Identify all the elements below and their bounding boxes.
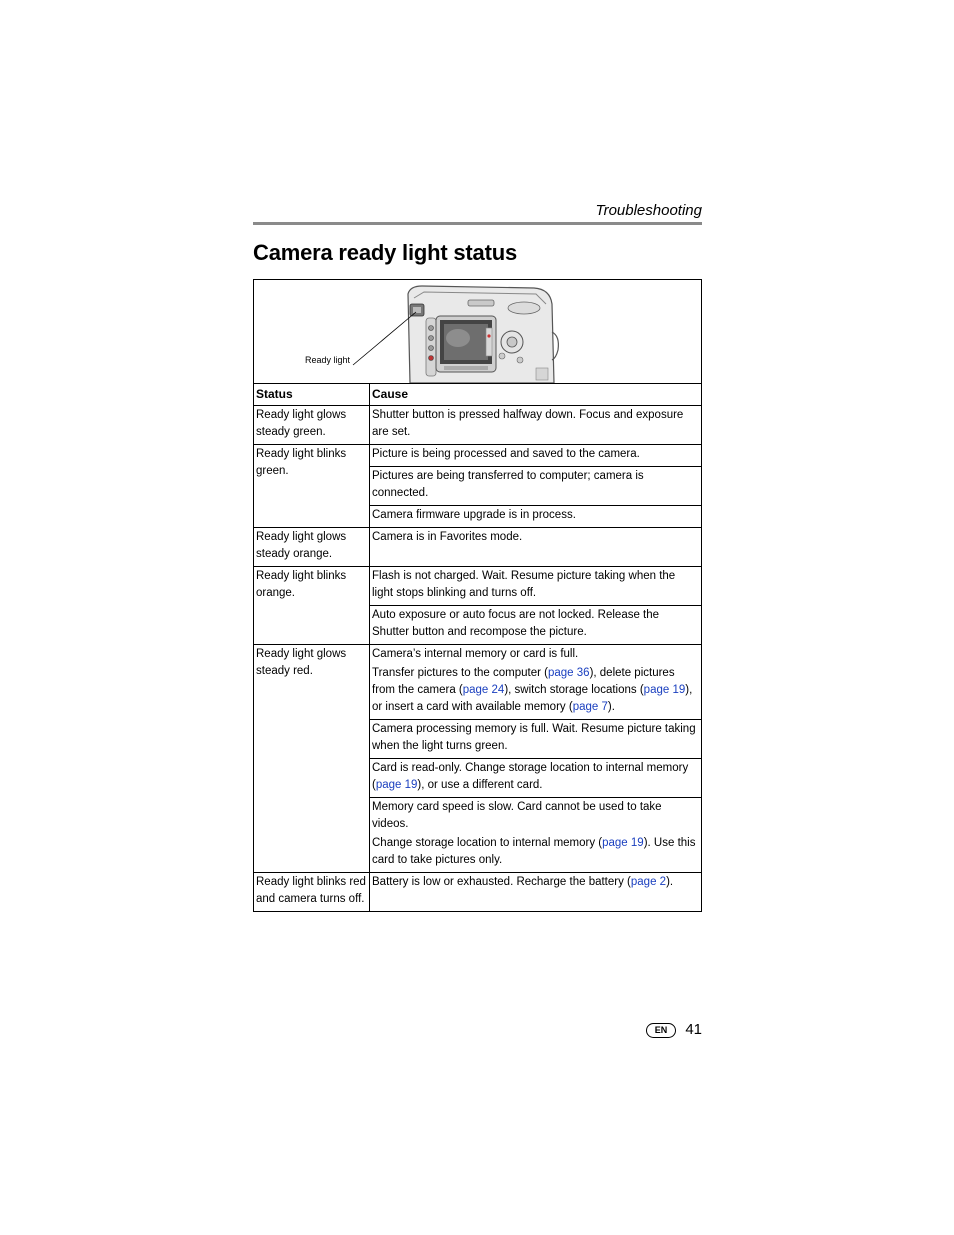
cause-text: Card is read-only. Change storage location to internal memory ( [372, 762, 689, 791]
cause-text: Memory card speed is slow. Card cannot be used to take videos. [372, 801, 662, 830]
page-title: Camera ready light status [253, 240, 517, 265]
table-row [254, 445, 702, 467]
cause-cell: Auto exposure or auto focus are not locked. Release the Shutter button and recompose the picture. [370, 606, 702, 645]
page-link[interactable]: page 24 [462, 684, 505, 696]
cause-text: ), or use a different card. [417, 779, 543, 791]
column-header-status: Status [254, 384, 370, 406]
column-header-cause: Cause [370, 384, 702, 406]
cause-cell: Pictures are being transferred to computer; camera is connected. [370, 467, 702, 506]
status-cell: Ready light glows steady green. [254, 406, 370, 445]
table-row [254, 873, 702, 912]
cause-cell: Shutter button is pressed halfway down. Focus and exposure are set. [370, 406, 702, 445]
table-row [254, 645, 702, 720]
cause-cell: Picture is being processed and saved to the camera. [370, 445, 702, 467]
cause-text: Transfer pictures to the computer ( [372, 667, 548, 679]
cause-cell [370, 798, 702, 873]
ready-light-callout: Ready light [305, 355, 351, 365]
header-rule [253, 222, 702, 225]
cause-cell: Camera is in Favorites mode. [370, 528, 702, 567]
cause-text: ). [666, 876, 674, 888]
status-cell: Ready light glows steady red. [254, 645, 370, 873]
cause-cell: Flash is not charged. Wait. Resume picture taking when the light stops blinking and turns off. [370, 567, 702, 606]
page-number: 41 [685, 1021, 702, 1038]
cause-cell [370, 759, 702, 798]
cause-text: ), switch storage locations ( [504, 684, 644, 696]
cause-cell: Camera processing memory is full. Wait. Resume picture taking when the light turns green. [370, 720, 702, 759]
cause-text: Change storage location to internal memory ( [372, 837, 603, 849]
camera-illustration [254, 280, 701, 383]
cause-cell [370, 873, 702, 912]
table-row [254, 406, 702, 445]
page-link[interactable]: page 2 [630, 876, 667, 888]
table-row [254, 528, 702, 567]
status-cell: Ready light blinks green. [254, 445, 370, 528]
status-cell: Ready light glows steady orange. [254, 528, 370, 567]
cause-cell [370, 645, 702, 720]
page-link[interactable]: page 19 [643, 684, 686, 696]
language-badge: EN [646, 1023, 676, 1038]
page-footer [640, 1020, 702, 1042]
cause-text: Camera’s internal memory or card is full. [372, 648, 579, 660]
status-cell: Ready light blinks orange. [254, 567, 370, 645]
page-link[interactable]: page 7 [572, 701, 608, 713]
cause-detail [372, 835, 698, 869]
camera-figure [253, 279, 702, 383]
running-header: Troubleshooting [595, 202, 702, 219]
cause-cell: Camera firmware upgrade is in process. [370, 506, 702, 528]
status-table [253, 383, 702, 912]
page-link[interactable]: page 19 [602, 837, 644, 849]
cause-detail [372, 665, 698, 716]
cause-text: ), delete pictures from the camera ( [372, 667, 675, 696]
page-link[interactable]: page 19 [375, 779, 418, 791]
table-row [254, 567, 702, 606]
cause-text: ). Use this card to take pictures only. [372, 837, 696, 866]
cause-text: ). [607, 701, 615, 713]
page-link[interactable]: page 36 [547, 667, 590, 679]
status-cell: Ready light blinks red and camera turns off. [254, 873, 370, 912]
table-header-row [254, 384, 702, 406]
cause-text: ), or insert a card with available memory ( [372, 684, 693, 713]
cause-text: Battery is low or exhausted. Recharge the battery ( [372, 876, 631, 888]
